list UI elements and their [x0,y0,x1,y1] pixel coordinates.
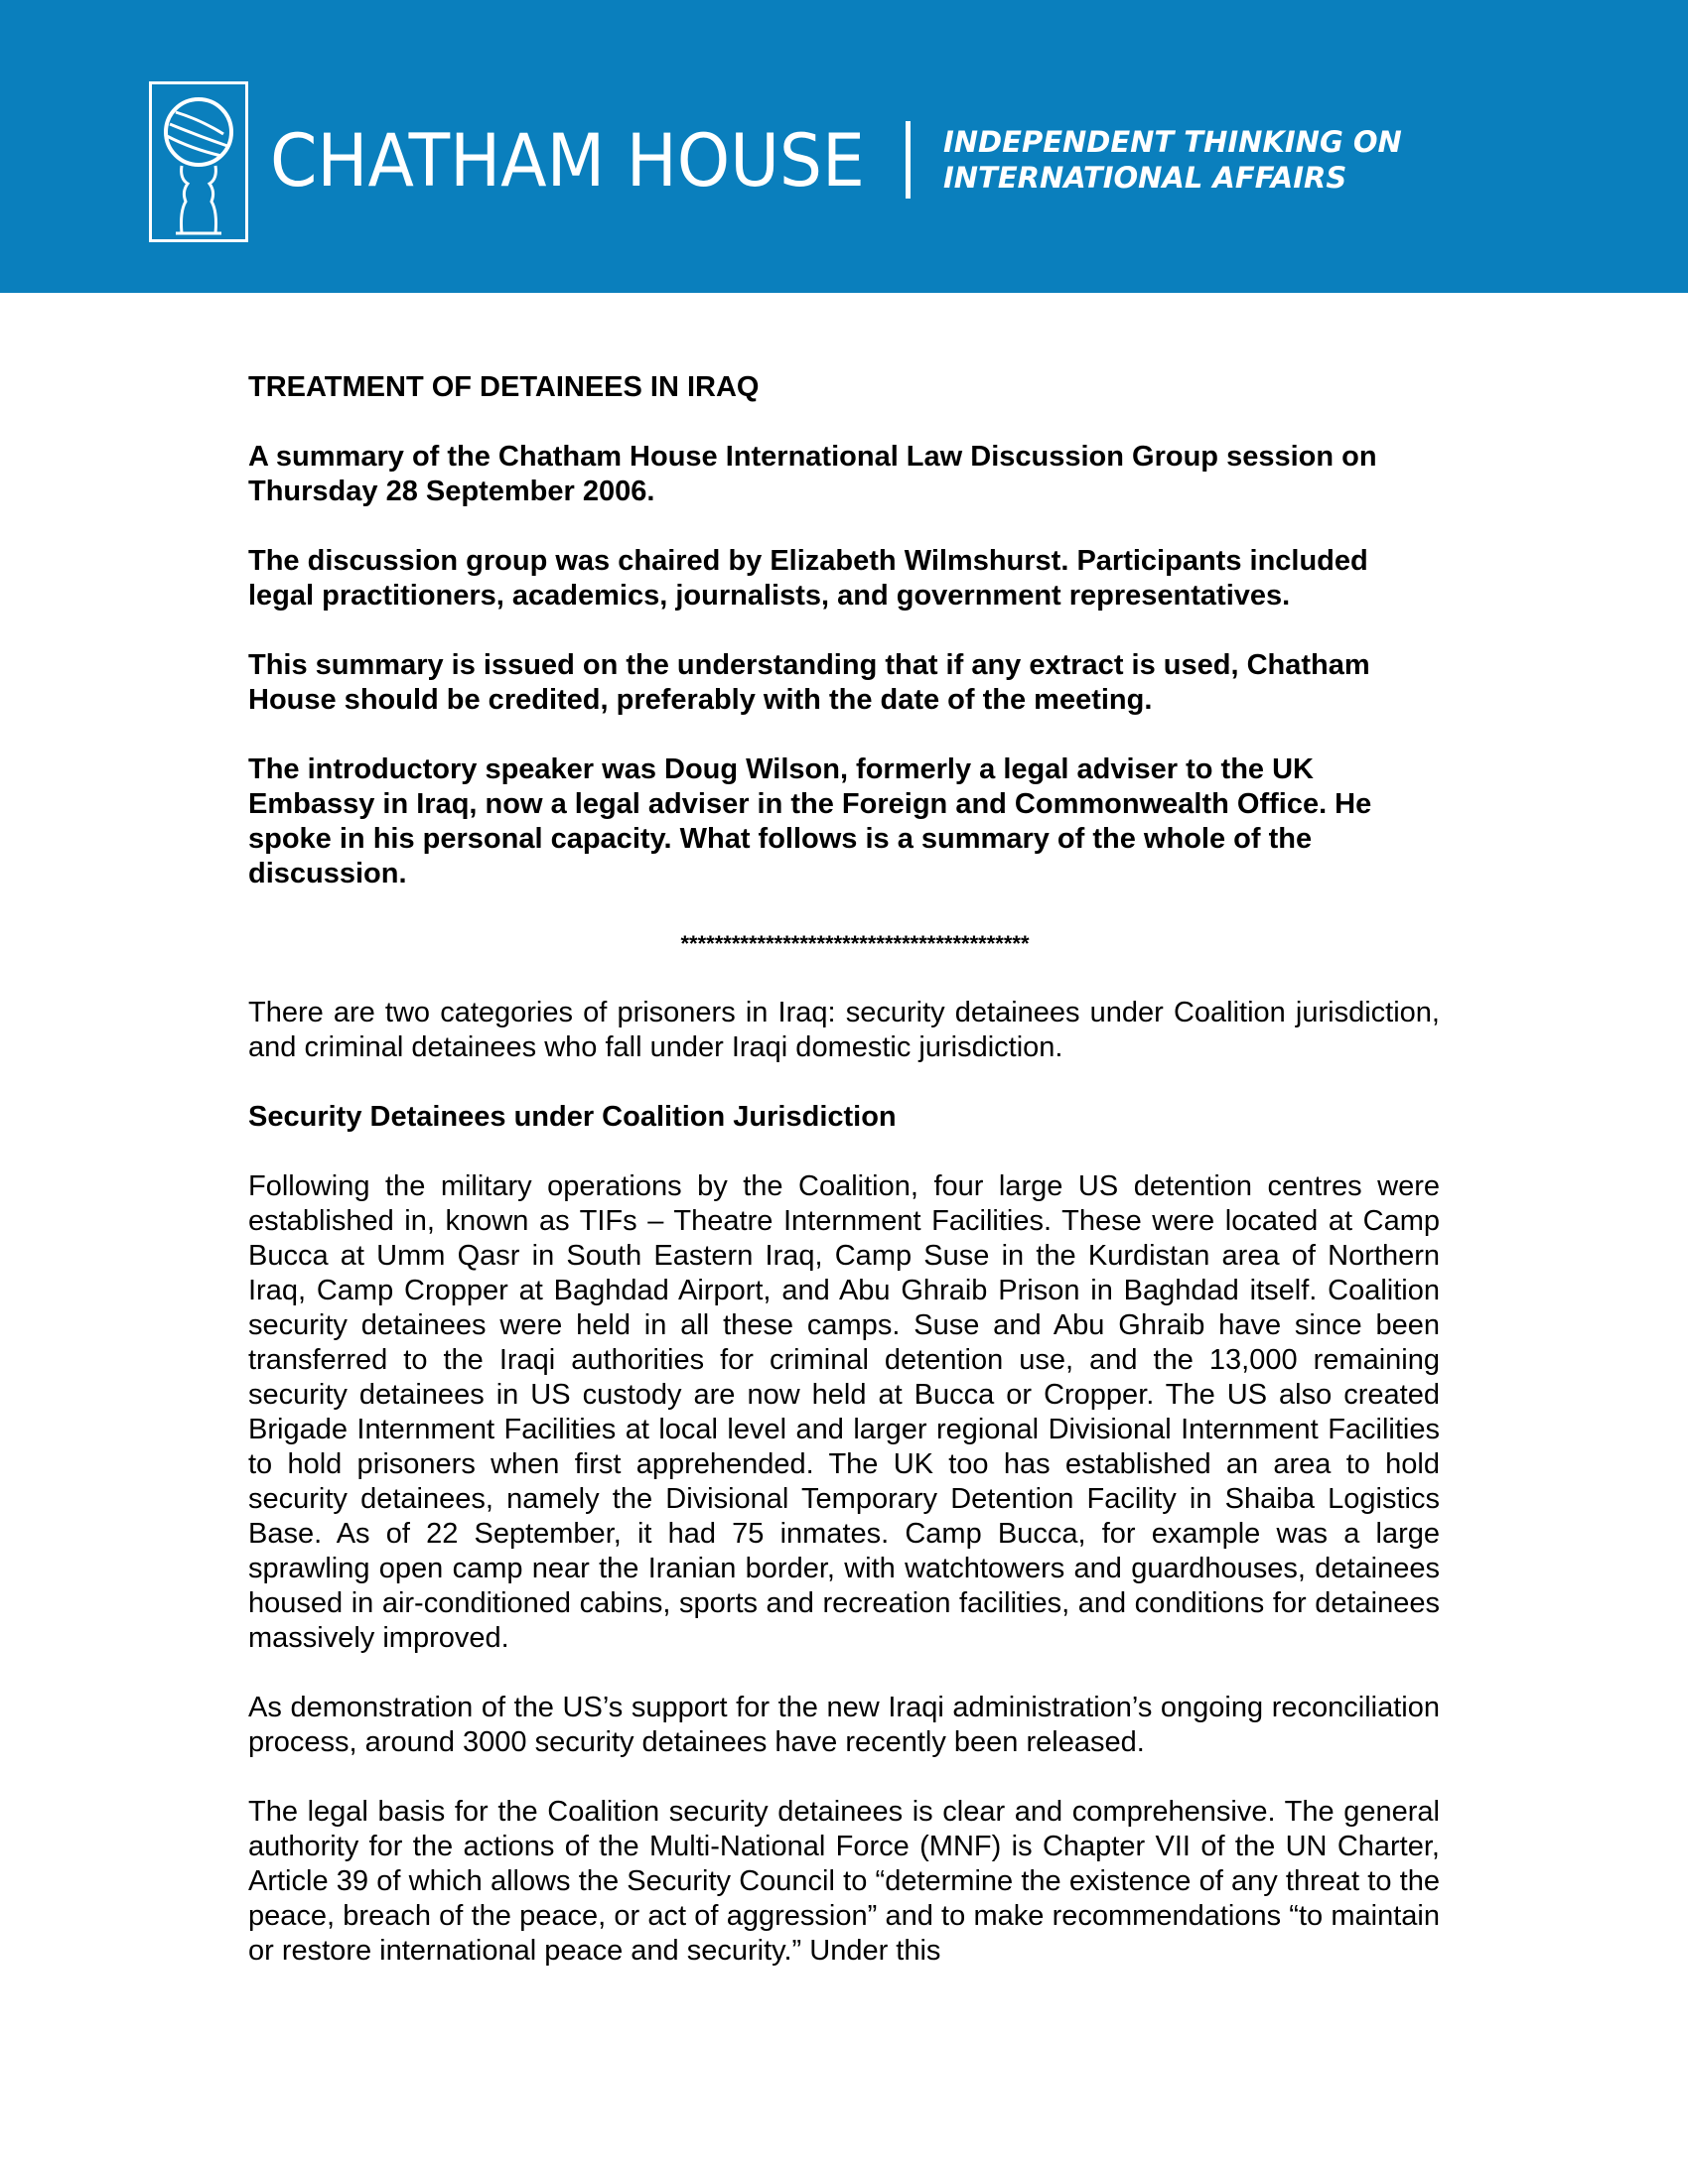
intro-paragraph: The introductory speaker was Doug Wilson, formerly a legal adviser to the UK Embassy in Iraq, now a legal adviser in the Foreign and Commonwealth Office. He spoke in his personal capacity. What follows is a summary of the whole of the discussion. [248,753,1372,889]
separator: ***************************************** [680,931,1030,956]
intro-paragraph: The discussion group was chaired by Elizabeth Wilmshurst. Participants included legal practitioners, academics, journalists, and government representatives. [248,545,1368,612]
tagline-line-2: INTERNATIONAL AFFAIRS [943,161,1347,195]
section-heading: Security Detainees under Coalition Jurisdiction [248,1101,897,1133]
intro-paragraph: A summary of the Chatham House International Law Discussion Group session on Thursday 28 September 2006. [248,441,1377,507]
body-paragraph: As demonstration of the US’s support for the new Iraqi administration’s ongoing reconciliation process, around 3000 security detainees have recently been released. [248,1692,1440,1758]
organization-name: CHATHAM HOUSE [270,119,865,204]
intro-paragraph: This summary is issued on the understanding that if any extract is used, Chatham House should be credited, preferably with the date of the meeting. [248,649,1370,716]
tagline [943,124,1402,196]
body-paragraph: The legal basis for the Coalition security detainees is clear and comprehensive. The general authority for the actions of the Multi-National Force (MNF) is Chapter VII of the UN Charter, Article 39 of which allows the Security Council to “determine the existence of any threat to the peace, breach of the peace, or act of aggression” and to make recommendations “to maintain or restore international peace and security.” Under this [248,1796,1440,1967]
logo-graphic [152,84,245,239]
body-paragraph: There are two categories of prisoners in Iraq: security detainees under Coalition jurisdiction, and criminal detainees who fall under Iraqi domestic jurisdiction. [248,997,1440,1063]
header-banner [0,0,1688,293]
tagline-line-1: INDEPENDENT THINKING ON [943,125,1402,159]
document-body [248,370,1440,2003]
globe-on-pedestal-logo-icon [149,81,248,242]
body-paragraph: Following the military operations by the Coalition, four large US detention centres were established in, known as TIFs – Theatre Internment Facilities. These were located at Camp Bucca at Umm Qasr in South Eastern Iraq, Camp Suse in the Kurdistan area of Northern Iraq, Camp Cropper at Baghdad Airport, and Abu Ghraib Prison in Baghdad itself. Coalition security detainees were held in all these camps. Suse and Abu Ghraib have since been transferred to the Iraqi authorities for criminal detention use, and the 13,000 remaining security detainees in US custody are now held at Bucca or Cropper. The US also created Brigade Internment Facilities at local level and larger regional Divisional Internment Facilities to hold prisoners when first apprehended. The UK too has established an area to hold security detainees, namely the Divisional Temporary Detention Facility in Shaiba Logistics Base. As of 22 September, it had 75 inmates. Camp Bucca, for example was a large sprawling open camp near the Iranian border, with watchtowers and guardhouses, detainees housed in air-conditioned cabins, sports and recreation facilities, and conditions for detainees massively improved. [248,1170,1440,1654]
header-divider [906,121,911,199]
document-title: TREATMENT OF DETAINEES IN IRAQ [248,371,760,403]
